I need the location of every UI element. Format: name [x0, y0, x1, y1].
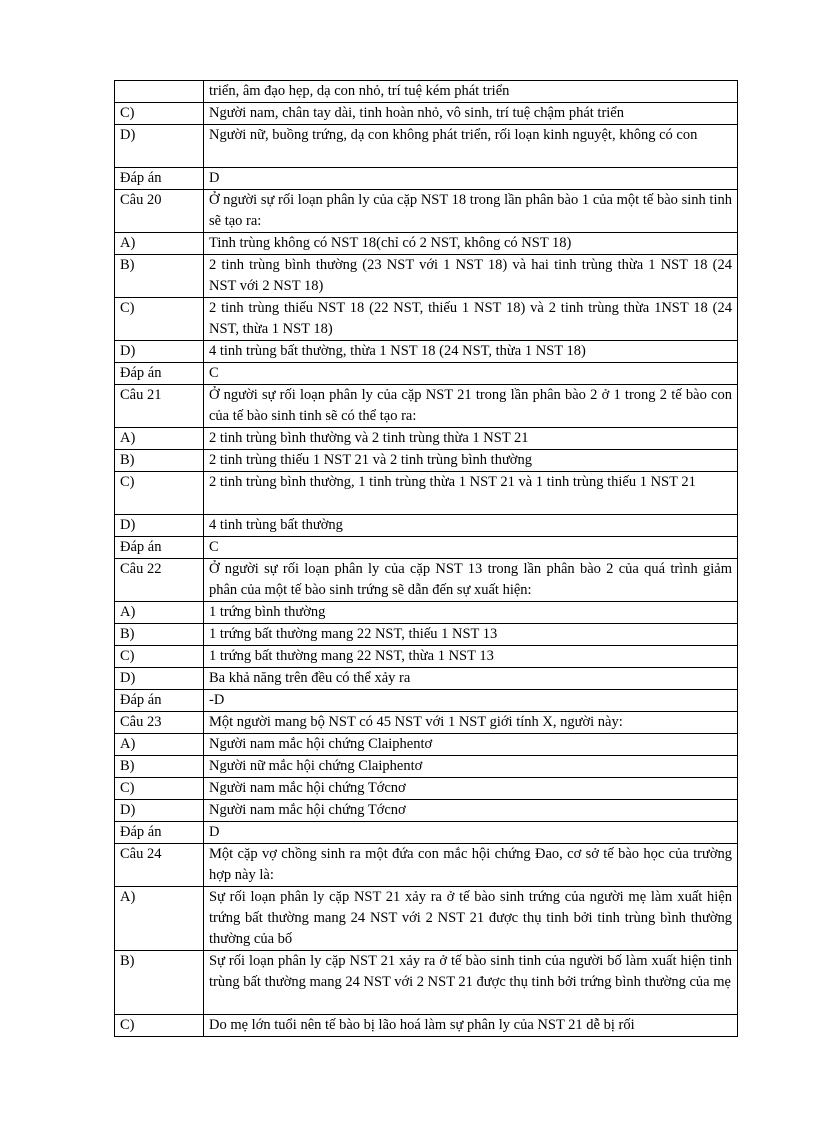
- row-label-cell: B): [115, 255, 204, 298]
- row-label-cell: D): [115, 668, 204, 690]
- table-row: [115, 168, 738, 190]
- row-label-cell: D): [115, 341, 204, 363]
- row-label-cell: Đáp án: [115, 168, 204, 190]
- table-row: [115, 515, 738, 537]
- row-text-cell: 2 tinh trùng bình thường (23 NST với 1 NST 18) và hai tinh trùng thừa 1 NST 18 (24 NST với 2 NST 18): [204, 255, 738, 298]
- row-label-cell: D): [115, 515, 204, 537]
- row-text-cell: Ở người sự rối loạn phân ly của cặp NST 18 trong lần phân bào 1 của một tế bào sinh tinh sẽ tạo ra:: [204, 190, 738, 233]
- row-text-cell: C: [204, 537, 738, 559]
- table-row: [115, 125, 738, 168]
- table-row: [115, 298, 738, 341]
- table-row: [115, 602, 738, 624]
- row-label-cell: A): [115, 887, 204, 951]
- row-text-cell: C: [204, 363, 738, 385]
- question-table: [114, 80, 738, 1037]
- row-label-cell: A): [115, 233, 204, 255]
- row-text-cell: Người nữ mắc hội chứng Claiphentơ: [204, 756, 738, 778]
- row-text-cell: 2 tinh trùng bình thường, 1 tinh trùng thừa 1 NST 21 và 1 tinh trùng thiếu 1 NST 21: [204, 472, 738, 515]
- row-text-cell: Một cặp vợ chồng sinh ra một đứa con mắc hội chứng Đao, cơ sở tế bào học của trường hợp này là:: [204, 844, 738, 887]
- row-label-cell: C): [115, 646, 204, 668]
- row-label-cell: B): [115, 450, 204, 472]
- table-row: [115, 450, 738, 472]
- table-row: [115, 756, 738, 778]
- row-label-cell: B): [115, 756, 204, 778]
- table-row: [115, 690, 738, 712]
- row-text-cell: 2 tinh trùng thiếu NST 18 (22 NST, thiếu 1 NST 18) và 2 tinh trùng thừa 1NST 18 (24 NST, thừa 1 NST 18): [204, 298, 738, 341]
- row-label-cell: Đáp án: [115, 363, 204, 385]
- table-row: [115, 341, 738, 363]
- table-row: [115, 233, 738, 255]
- table-row: [115, 951, 738, 1015]
- table-row: [115, 712, 738, 734]
- row-text-cell: D: [204, 168, 738, 190]
- row-text-cell: -D: [204, 690, 738, 712]
- row-text-cell: Người nam mắc hội chứng Tớcnơ: [204, 800, 738, 822]
- row-text-cell: Người nam mắc hội chứng Claiphentơ: [204, 734, 738, 756]
- row-text-cell: Người nữ, buồng trứng, dạ con không phát triển, rối loạn kinh nguyệt, không có con: [204, 125, 738, 168]
- row-label-cell: Đáp án: [115, 822, 204, 844]
- row-label-cell: Đáp án: [115, 537, 204, 559]
- row-text-cell: 2 tinh trùng thiếu 1 NST 21 và 2 tinh trùng bình thường: [204, 450, 738, 472]
- row-text-cell: 1 trứng bất thường mang 22 NST, thừa 1 NST 13: [204, 646, 738, 668]
- row-text-cell: Sự rối loạn phân ly cặp NST 21 xảy ra ở tế bào sinh tinh của người bố làm xuất hiện tinh trùng bất thường mang 24 NST với 2 NST 21 được thụ tinh bởi trứng bình thường của mẹ: [204, 951, 738, 1015]
- row-text-cell: 4 tinh trùng bất thường: [204, 515, 738, 537]
- row-label-cell: C): [115, 472, 204, 515]
- row-label-cell: Câu 20: [115, 190, 204, 233]
- row-text-cell: Ba khả năng trên đều có thể xảy ra: [204, 668, 738, 690]
- table-row: [115, 81, 738, 103]
- table-row: [115, 255, 738, 298]
- row-label-cell: [115, 81, 204, 103]
- table-row: [115, 887, 738, 951]
- row-label-cell: C): [115, 103, 204, 125]
- table-row: [115, 800, 738, 822]
- row-text-cell: Ở người sự rối loạn phân ly của cặp NST 13 trong lần phân bào 2 của quá trình giảm phân của một tế bào sinh trứng sẽ dẫn đến sự xuất hiện:: [204, 559, 738, 602]
- row-label-cell: C): [115, 1015, 204, 1037]
- row-label-cell: B): [115, 624, 204, 646]
- row-text-cell: Một người mang bộ NST có 45 NST với 1 NST giới tính X, người này:: [204, 712, 738, 734]
- table-row: [115, 822, 738, 844]
- row-text-cell: Sự rối loạn phân ly cặp NST 21 xảy ra ở tế bào sinh trứng của người mẹ làm xuất hiện trứng bất thường mang 24 NST với 2 NST 21 được thụ tinh bởi tinh trùng bình thường thường của bố: [204, 887, 738, 951]
- table-row: [115, 1015, 738, 1037]
- table-row: [115, 778, 738, 800]
- row-label-cell: C): [115, 298, 204, 341]
- row-text-cell: Do mẹ lớn tuổi nên tế bào bị lão hoá làm sự phân ly của NST 21 dễ bị rối: [204, 1015, 738, 1037]
- row-text-cell: Người nam, chân tay dài, tinh hoàn nhỏ, vô sinh, trí tuệ chậm phát triển: [204, 103, 738, 125]
- table-row: [115, 734, 738, 756]
- table-row: [115, 385, 738, 428]
- table-row: [115, 103, 738, 125]
- row-text-cell: 1 trứng bình thường: [204, 602, 738, 624]
- row-text-cell: Tinh trùng không có NST 18(chỉ có 2 NST, không có NST 18): [204, 233, 738, 255]
- table-row: [115, 646, 738, 668]
- row-text-cell: D: [204, 822, 738, 844]
- row-label-cell: Câu 24: [115, 844, 204, 887]
- table-row: [115, 844, 738, 887]
- table-row: [115, 559, 738, 602]
- row-text-cell: 4 tinh trùng bất thường, thừa 1 NST 18 (24 NST, thừa 1 NST 18): [204, 341, 738, 363]
- question-table-body: [115, 81, 738, 1037]
- row-label-cell: D): [115, 800, 204, 822]
- row-label-cell: A): [115, 602, 204, 624]
- row-label-cell: C): [115, 778, 204, 800]
- table-row: [115, 668, 738, 690]
- row-label-cell: A): [115, 734, 204, 756]
- row-text-cell: 2 tinh trùng bình thường và 2 tinh trùng thừa 1 NST 21: [204, 428, 738, 450]
- row-text-cell: Ở người sự rối loạn phân ly của cặp NST 21 trong lần phân bào 2 ở 1 trong 2 tế bào con của tế bào sinh tinh sẽ có thể tạo ra:: [204, 385, 738, 428]
- table-row: [115, 428, 738, 450]
- row-text-cell: Người nam mắc hội chứng Tớcnơ: [204, 778, 738, 800]
- row-label-cell: Câu 21: [115, 385, 204, 428]
- row-label-cell: A): [115, 428, 204, 450]
- table-row: [115, 363, 738, 385]
- row-label-cell: Đáp án: [115, 690, 204, 712]
- row-label-cell: B): [115, 951, 204, 1015]
- row-text-cell: 1 trứng bất thường mang 22 NST, thiếu 1 NST 13: [204, 624, 738, 646]
- row-text-cell: triển, âm đạo hẹp, dạ con nhỏ, trí tuệ kém phát triển: [204, 81, 738, 103]
- row-label-cell: Câu 23: [115, 712, 204, 734]
- table-row: [115, 190, 738, 233]
- table-row: [115, 472, 738, 515]
- table-row: [115, 624, 738, 646]
- table-row: [115, 537, 738, 559]
- row-label-cell: Câu 22: [115, 559, 204, 602]
- row-label-cell: D): [115, 125, 204, 168]
